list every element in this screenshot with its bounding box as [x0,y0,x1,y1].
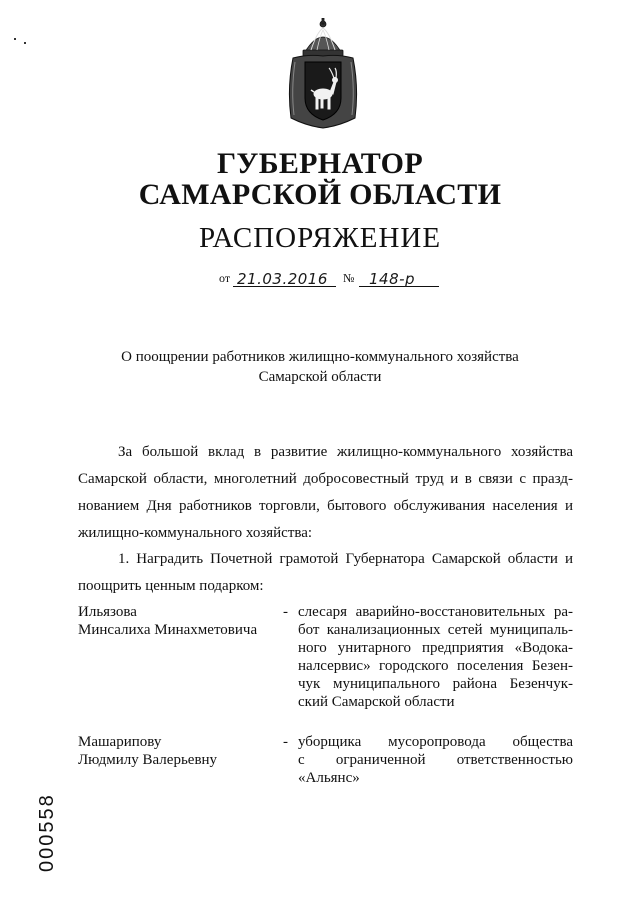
entry-dash: - [283,734,288,750]
entry-dash: - [283,604,288,620]
recipient-position: уборщика мусоропровода общества с ограниченной ответственностью «Альянс» [298,734,573,786]
date-number-line [219,268,449,292]
scan-speck [24,42,26,44]
paragraph-line: поощрить ценным подарком: [78,578,264,594]
registration-stamp-number: 000558 [36,793,58,872]
recipient-name: Ильязова Минсалиха Минахметовича [78,604,258,638]
handwritten-date: 21.03.2016 [237,270,328,288]
preamble-paragraph [78,439,573,547]
paragraph-line: жилищно-коммунального хозяйства: [78,525,313,541]
paragraph-line: За большой вклад в развитие жилищно-коммунального хозяйства [118,444,573,460]
subject-line: О поощрении работников жилищно-коммунального хозяйства [121,349,519,365]
handwritten-number: 148-р [369,270,416,288]
recipient-name: Машарипову Людмилу Валерьевну [78,734,218,768]
subject-line: Самарской области [258,369,382,385]
document-type: РАСПОРЯЖЕНИЕ [198,222,442,254]
paragraph-line: нованием Дня работников торговли, бытового обслуживания населения и [78,498,573,514]
paragraph-line: 1. Наградить Почетной грамотой Губернатора Самарской области и [118,551,573,567]
clause-1-paragraph [78,546,573,600]
issuer-title-line2: САМАРСКОЙ ОБЛАСТИ [138,178,502,211]
crown-icon [303,18,343,56]
number-label: № [343,271,355,285]
coat-of-arms-emblem [283,18,363,130]
document-subject [0,347,640,387]
recipient-position: слесаря аварийно-восстановительных ра- бот канализационных сетей муниципаль- ного унитарного предприятия «Водока- налсервис» городского поселения Безен- чук муниципального района Безенчук- ский Самарской области [298,604,573,710]
from-label: от [219,271,231,285]
issuer-title-line1: ГУБЕРНАТОР [217,147,423,180]
paragraph-line: Самарской области, многолетний добросовестный труд и в связи с празд- [78,471,573,487]
scan-speck [14,38,16,40]
